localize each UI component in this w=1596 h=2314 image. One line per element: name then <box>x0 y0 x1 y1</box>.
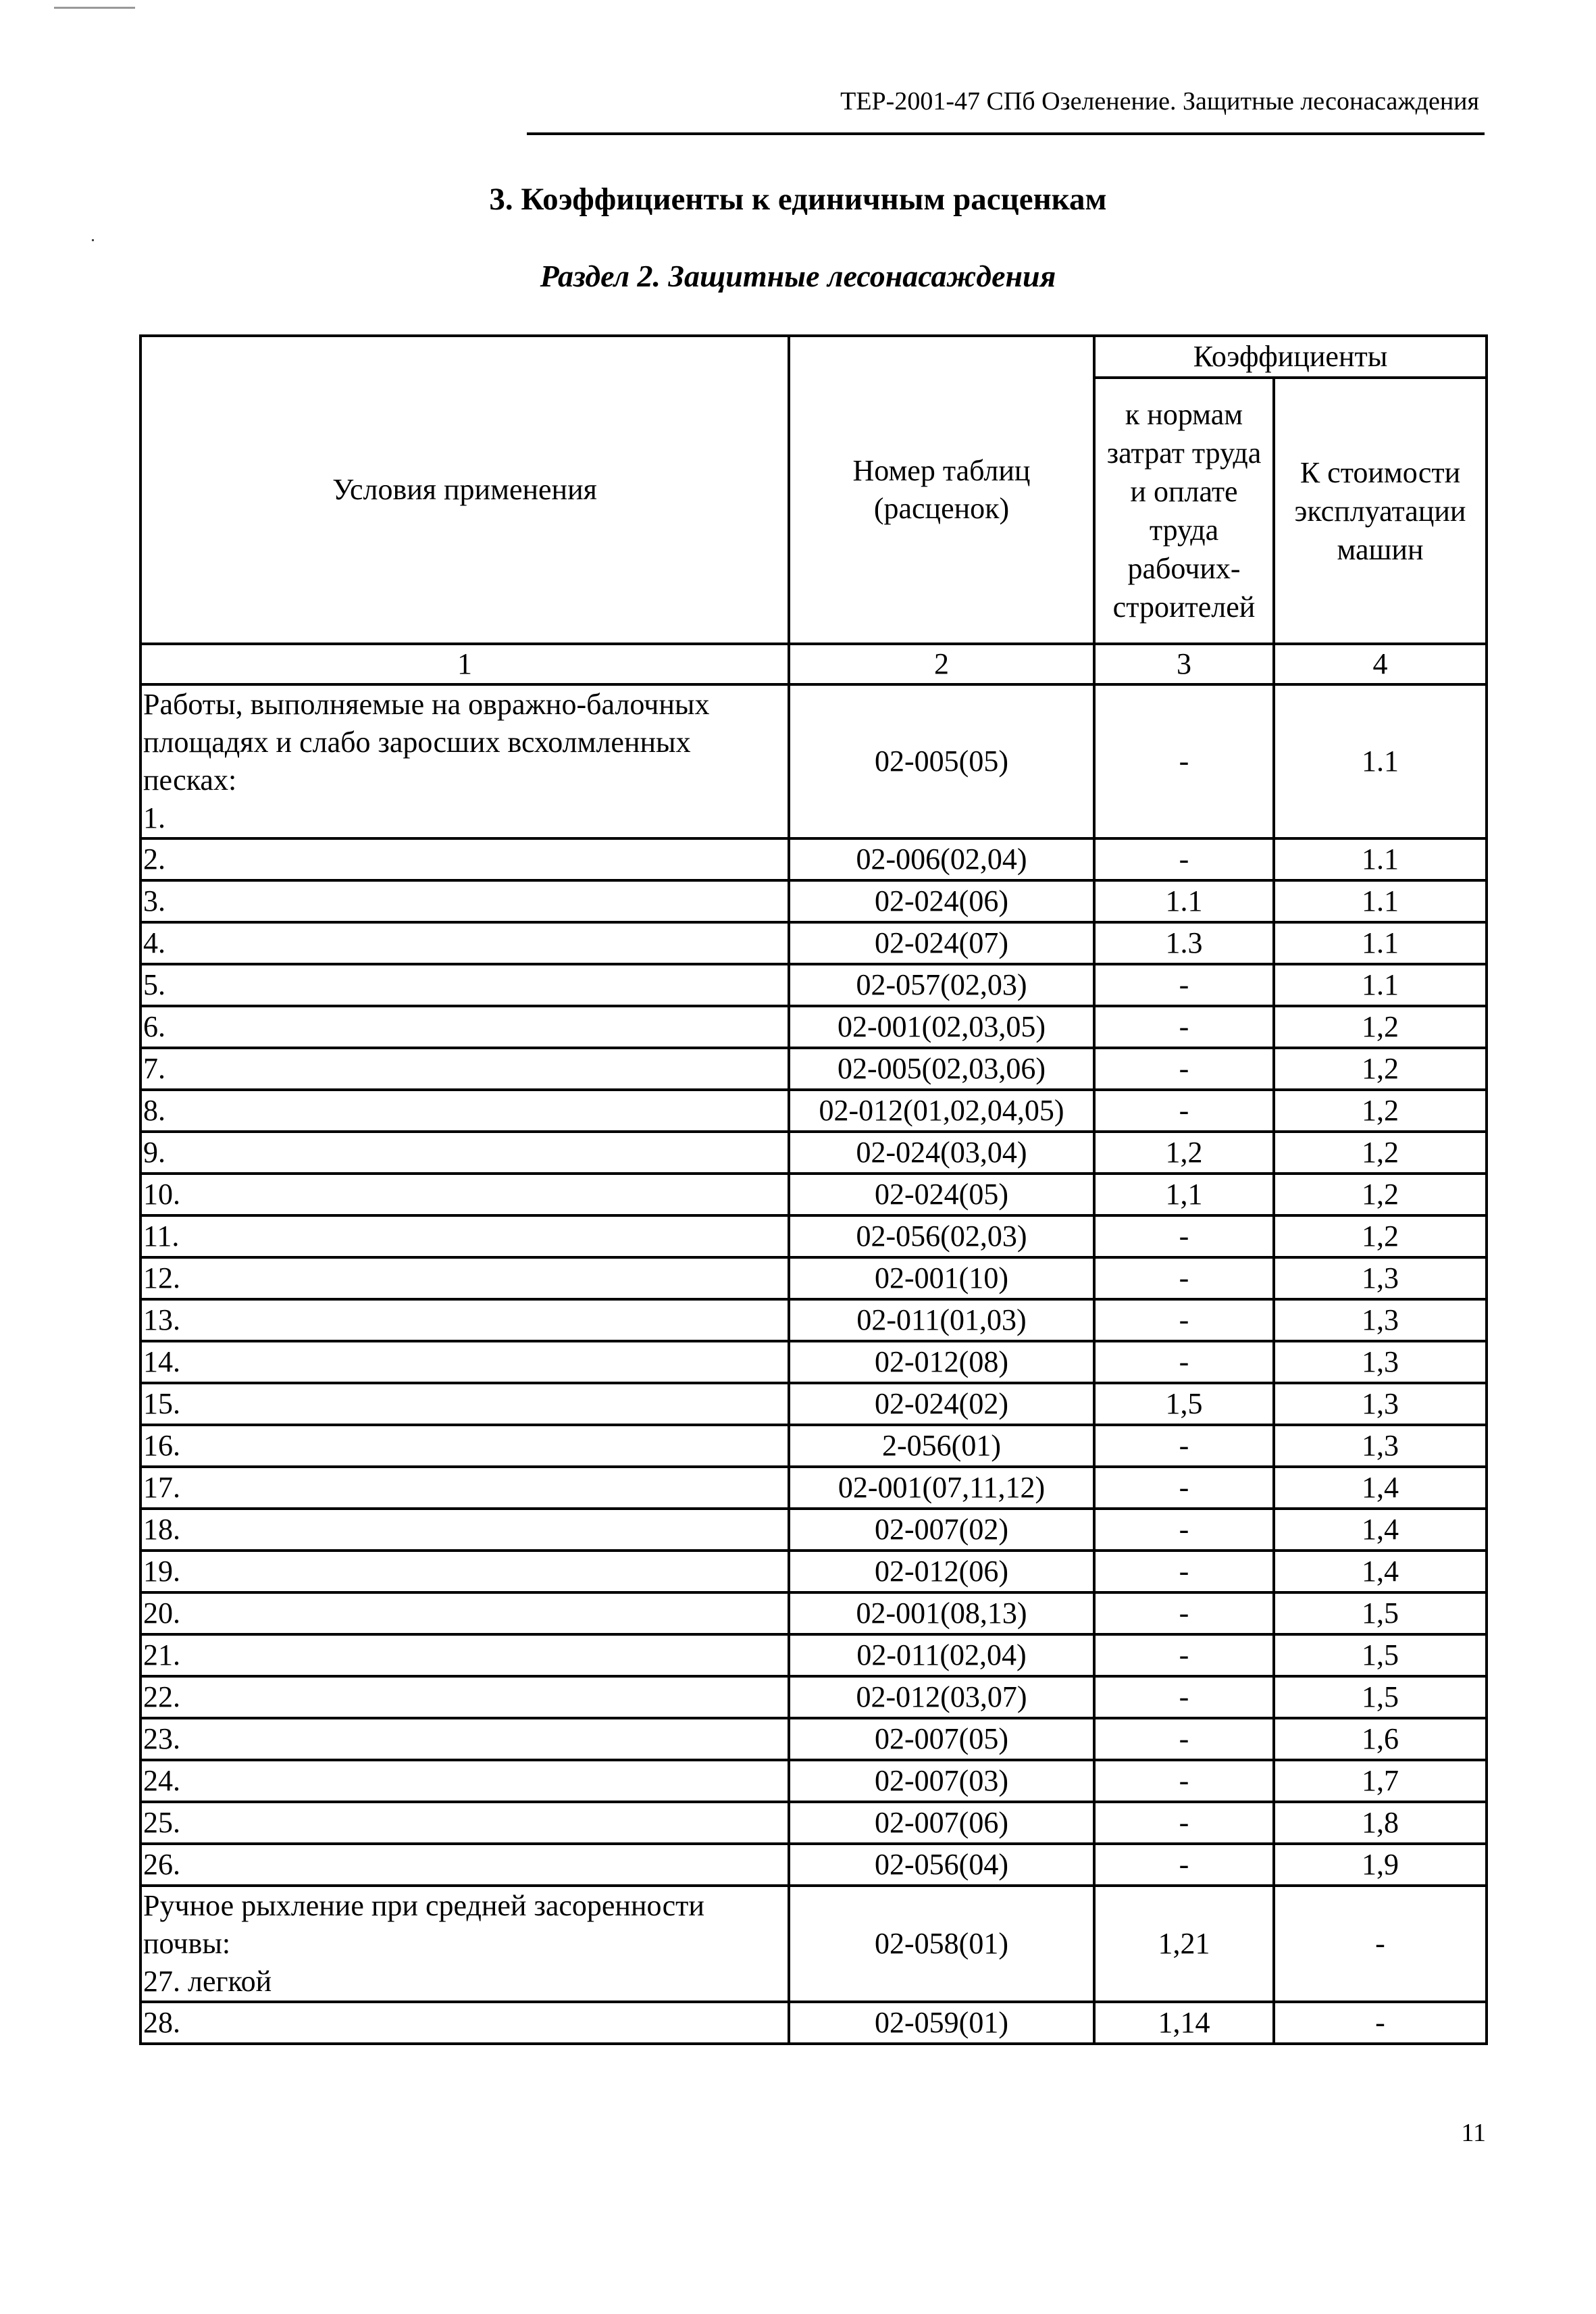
labor-coefficient-cell: - <box>1094 1425 1274 1467</box>
table-row <box>140 1844 1487 1886</box>
table-row <box>140 1425 1487 1467</box>
table-number-cell: 02-057(02,03) <box>789 964 1094 1006</box>
header-conditions: Условия применения <box>140 336 789 644</box>
labor-coefficient-cell: 1.1 <box>1094 880 1274 922</box>
machines-coefficient-cell: - <box>1274 1886 1487 2002</box>
scan-artifact <box>54 7 135 9</box>
condition-cell: 5. <box>140 964 789 1006</box>
table-row <box>140 1676 1487 1718</box>
machines-coefficient-cell: 1.1 <box>1274 964 1487 1006</box>
document-title: 3. Коэффициенты к единичным расценкам <box>489 182 1107 217</box>
condition-cell: 7. <box>140 1048 789 1090</box>
condition-cell: 20. <box>140 1592 789 1634</box>
labor-coefficient-cell: - <box>1094 1299 1274 1341</box>
header-table-number: Номер таблиц (расценок) <box>789 336 1094 644</box>
table-row <box>140 1760 1487 1802</box>
table-number-cell: 02-012(01,02,04,05) <box>789 1090 1094 1132</box>
table-number-cell: 02-059(01) <box>789 2002 1094 2044</box>
header-machines: К стоимости эксплуатации машин <box>1274 378 1487 644</box>
condition-cell: 2. <box>140 838 789 880</box>
condition-cell: 24. <box>140 1760 789 1802</box>
condition-cell: 26. <box>140 1844 789 1886</box>
condition-cell: 3. <box>140 880 789 922</box>
table-row <box>140 1383 1487 1425</box>
labor-coefficient-cell: 1,2 <box>1094 1132 1274 1174</box>
coefficients-table <box>139 334 1488 2045</box>
condition-cell: 12. <box>140 1257 789 1299</box>
labor-coefficient-cell: - <box>1094 1551 1274 1592</box>
condition-cell: 10. <box>140 1174 789 1215</box>
labor-coefficient-cell: 1,1 <box>1094 1174 1274 1215</box>
condition-cell: 19. <box>140 1551 789 1592</box>
table-number-cell: 02-056(04) <box>789 1844 1094 1886</box>
table-row <box>140 1132 1487 1174</box>
machines-coefficient-cell: 1,4 <box>1274 1509 1487 1551</box>
table-number-cell: 02-005(05) <box>789 684 1094 838</box>
condition-cell: 13. <box>140 1299 789 1341</box>
header-coefficients: Коэффициенты <box>1094 336 1487 378</box>
table-number-cell: 02-024(07) <box>789 922 1094 964</box>
table-number-cell: 02-024(05) <box>789 1174 1094 1215</box>
machines-coefficient-cell: 1,2 <box>1274 1006 1487 1048</box>
table-number-cell: 02-024(02) <box>789 1383 1094 1425</box>
condition-cell: 8. <box>140 1090 789 1132</box>
labor-coefficient-cell: 1,21 <box>1094 1886 1274 2002</box>
table-row <box>140 1467 1487 1509</box>
table-number-cell: 02-007(03) <box>789 1760 1094 1802</box>
machines-coefficient-cell: 1,5 <box>1274 1634 1487 1676</box>
condition-cell: 21. <box>140 1634 789 1676</box>
header-rule <box>527 132 1485 135</box>
condition-cell: 14. <box>140 1341 789 1383</box>
table-row <box>140 880 1487 922</box>
table-row <box>140 684 1487 838</box>
machines-coefficient-cell: - <box>1274 2002 1487 2044</box>
column-number: 1 <box>140 644 789 684</box>
header-labor: к нормам затрат труда и оплате труда рабочих-строителей <box>1094 378 1274 644</box>
table-row <box>140 1006 1487 1048</box>
table-row <box>140 1509 1487 1551</box>
machines-coefficient-cell: 1,4 <box>1274 1467 1487 1509</box>
machines-coefficient-cell: 1,2 <box>1274 1132 1487 1174</box>
table-row <box>140 1802 1487 1844</box>
condition-cell: 22. <box>140 1676 789 1718</box>
machines-coefficient-cell: 1,2 <box>1274 1048 1487 1090</box>
condition-cell: Ручное рыхление при средней засоренности почвы: 27. легкой <box>140 1886 789 2002</box>
labor-coefficient-cell: - <box>1094 1802 1274 1844</box>
table-row <box>140 1215 1487 1257</box>
labor-coefficient-cell: - <box>1094 1006 1274 1048</box>
labor-coefficient-cell: - <box>1094 684 1274 838</box>
labor-coefficient-cell: - <box>1094 1467 1274 1509</box>
machines-coefficient-cell: 1.1 <box>1274 922 1487 964</box>
table-number-cell: 02-005(02,03,06) <box>789 1048 1094 1090</box>
machines-coefficient-cell: 1,4 <box>1274 1551 1487 1592</box>
machines-coefficient-cell: 1,3 <box>1274 1341 1487 1383</box>
table-row <box>140 1048 1487 1090</box>
scan-artifact-dot <box>92 239 94 241</box>
table-number-cell: 02-011(01,03) <box>789 1299 1094 1341</box>
table-number-cell: 02-024(03,04) <box>789 1132 1094 1174</box>
machines-coefficient-cell: 1,7 <box>1274 1760 1487 1802</box>
table-number-cell: 02-058(01) <box>789 1886 1094 2002</box>
table-number-cell: 2-056(01) <box>789 1425 1094 1467</box>
page-number: 11 <box>1461 2119 1486 2147</box>
table-number-cell: 02-001(07,11,12) <box>789 1467 1094 1509</box>
table-number-cell: 02-024(06) <box>789 880 1094 922</box>
table-row <box>140 838 1487 880</box>
machines-coefficient-cell: 1,5 <box>1274 1676 1487 1718</box>
labor-coefficient-cell: - <box>1094 1676 1274 1718</box>
condition-cell: 23. <box>140 1718 789 1760</box>
machines-coefficient-cell: 1,3 <box>1274 1257 1487 1299</box>
labor-coefficient-cell: - <box>1094 1048 1274 1090</box>
table-number-cell: 02-011(02,04) <box>789 1634 1094 1676</box>
table-row <box>140 1090 1487 1132</box>
table-row <box>140 1886 1487 2002</box>
table-row <box>140 1592 1487 1634</box>
table-row <box>140 922 1487 964</box>
column-number: 4 <box>1274 644 1487 684</box>
table-number-cell: 02-012(08) <box>789 1341 1094 1383</box>
machines-coefficient-cell: 1.1 <box>1274 880 1487 922</box>
labor-coefficient-cell: - <box>1094 1257 1274 1299</box>
machines-coefficient-cell: 1,2 <box>1274 1174 1487 1215</box>
labor-coefficient-cell: - <box>1094 1592 1274 1634</box>
labor-coefficient-cell: 1.3 <box>1094 922 1274 964</box>
table-row <box>140 1257 1487 1299</box>
table-row <box>140 1341 1487 1383</box>
condition-cell: 11. <box>140 1215 789 1257</box>
machines-coefficient-cell: 1,9 <box>1274 1844 1487 1886</box>
labor-coefficient-cell: - <box>1094 1718 1274 1760</box>
table-row <box>140 2002 1487 2044</box>
labor-coefficient-cell: 1,5 <box>1094 1383 1274 1425</box>
column-number: 2 <box>789 644 1094 684</box>
condition-cell: 25. <box>140 1802 789 1844</box>
machines-coefficient-cell: 1,2 <box>1274 1090 1487 1132</box>
condition-cell: Работы, выполняемые на овражно-балочных площадях и слабо заросших всхолмленных песках: 1. <box>140 684 789 838</box>
labor-coefficient-cell: 1,14 <box>1094 2002 1274 2044</box>
condition-cell: 9. <box>140 1132 789 1174</box>
table-row <box>140 1551 1487 1592</box>
column-number: 3 <box>1094 644 1274 684</box>
table-row <box>140 964 1487 1006</box>
condition-cell: 6. <box>140 1006 789 1048</box>
table-number-cell: 02-007(06) <box>789 1802 1094 1844</box>
table-row <box>140 1634 1487 1676</box>
condition-cell: 28. <box>140 2002 789 2044</box>
machines-coefficient-cell: 1,5 <box>1274 1592 1487 1634</box>
table-number-cell: 02-001(10) <box>789 1257 1094 1299</box>
labor-coefficient-cell: - <box>1094 1760 1274 1802</box>
condition-cell: 15. <box>140 1383 789 1425</box>
section-title: Раздел 2. Защитные лесонасаждения <box>540 259 1056 293</box>
machines-coefficient-cell: 1,2 <box>1274 1215 1487 1257</box>
machines-coefficient-cell: 1,6 <box>1274 1718 1487 1760</box>
labor-coefficient-cell: - <box>1094 838 1274 880</box>
condition-cell: 17. <box>140 1467 789 1509</box>
table-number-cell: 02-007(05) <box>789 1718 1094 1760</box>
table-number-cell: 02-012(06) <box>789 1551 1094 1592</box>
condition-cell: 4. <box>140 922 789 964</box>
labor-coefficient-cell: - <box>1094 1090 1274 1132</box>
table-row <box>140 1299 1487 1341</box>
labor-coefficient-cell: - <box>1094 1634 1274 1676</box>
table-row <box>140 1718 1487 1760</box>
table-number-cell: 02-012(03,07) <box>789 1676 1094 1718</box>
table-row <box>140 1174 1487 1215</box>
labor-coefficient-cell: - <box>1094 964 1274 1006</box>
machines-coefficient-cell: 1,3 <box>1274 1425 1487 1467</box>
machines-coefficient-cell: 1.1 <box>1274 838 1487 880</box>
labor-coefficient-cell: - <box>1094 1215 1274 1257</box>
table-number-cell: 02-001(02,03,05) <box>789 1006 1094 1048</box>
labor-coefficient-cell: - <box>1094 1509 1274 1551</box>
labor-coefficient-cell: - <box>1094 1844 1274 1886</box>
table-number-cell: 02-001(08,13) <box>789 1592 1094 1634</box>
table-number-cell: 02-007(02) <box>789 1509 1094 1551</box>
table-number-cell: 02-006(02,04) <box>789 838 1094 880</box>
labor-coefficient-cell: - <box>1094 1341 1274 1383</box>
condition-cell: 18. <box>140 1509 789 1551</box>
machines-coefficient-cell: 1,8 <box>1274 1802 1487 1844</box>
table-number-cell: 02-056(02,03) <box>789 1215 1094 1257</box>
running-header: ТЕР-2001-47 СПб Озеленение. Защитные лесонасаждения <box>840 87 1479 116</box>
machines-coefficient-cell: 1,3 <box>1274 1299 1487 1341</box>
machines-coefficient-cell: 1,3 <box>1274 1383 1487 1425</box>
condition-cell: 16. <box>140 1425 789 1467</box>
machines-coefficient-cell: 1.1 <box>1274 684 1487 838</box>
